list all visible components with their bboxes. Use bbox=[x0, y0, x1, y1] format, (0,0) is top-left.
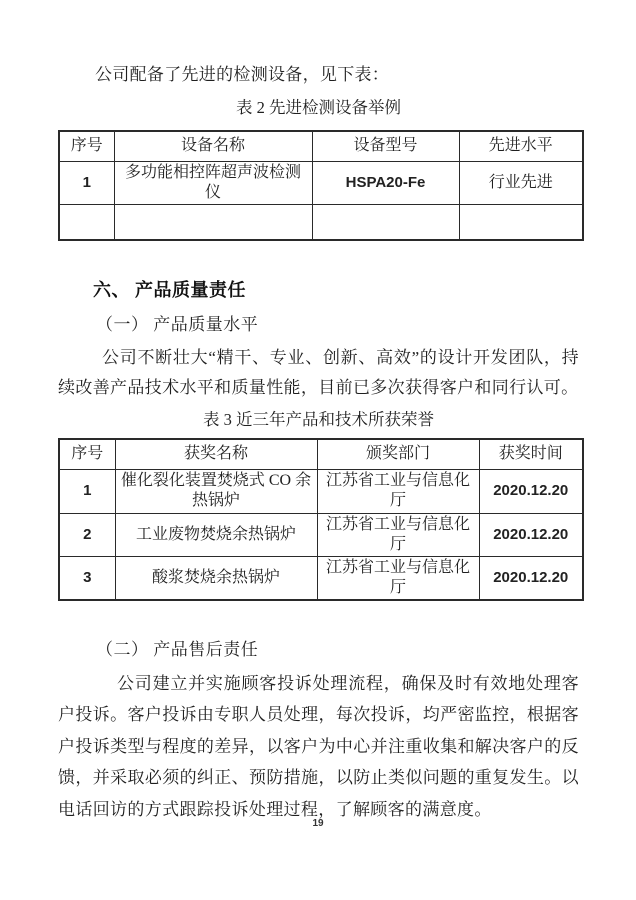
cell-equipment-name: 多功能相控阵超声波检测仪 bbox=[114, 161, 312, 204]
section-heading: 六、 产品质量责任 bbox=[93, 280, 246, 300]
cell-award-name: 工业废物焚烧余热锅炉 bbox=[115, 513, 317, 556]
col-header-equipment-model: 设备型号 bbox=[312, 131, 459, 161]
col-header-index: 序号 bbox=[59, 439, 115, 469]
awards-table-header-row bbox=[59, 439, 583, 469]
col-header-advancement-level: 先进水平 bbox=[459, 131, 583, 161]
cell-advancement-level: 行业先进 bbox=[459, 161, 583, 204]
table-row bbox=[59, 469, 583, 513]
cell-equipment-name bbox=[114, 204, 312, 240]
cell-award-date: 2020.12.20 bbox=[479, 513, 583, 556]
cell-advancement-level bbox=[459, 204, 583, 240]
awards-table-title: 表 3 近三年产品和技术所获荣誉 bbox=[203, 410, 434, 429]
cell-index: 2 bbox=[59, 513, 115, 556]
quality-level-paragraph: 公司不断壮大“精干、专业、创新、高效”的设计开发团队，持续改善产品技术水平和质量性能，目前已多次获得客户和同行认可。 bbox=[58, 348, 579, 397]
equipment-table-title: 表 2 先进检测设备举例 bbox=[236, 98, 401, 117]
cell-awarding-department: 江苏省工业与信息化厅 bbox=[317, 469, 479, 513]
col-header-index: 序号 bbox=[59, 131, 114, 161]
col-header-award-date: 获奖时间 bbox=[479, 439, 583, 469]
cell-equipment-model bbox=[312, 204, 459, 240]
intro-paragraph: 公司配备了先进的检测设备，见下表： bbox=[95, 65, 390, 84]
table-row bbox=[59, 513, 583, 556]
after-sales-paragraph: 公司建立并实施顾客投诉处理流程，确保及时有效地处理客户投诉。客户投诉由专职人员处理，每次投诉，均严密监控，根据客户投诉类型与程度的差异，以客户为中心并注重收集和解决客户的反馈，并采取必须的纠正、预防措施，以防止类似问题的重复发生。以电话回访的方式跟踪投诉处理过程，了解顾客的满意度。 bbox=[58, 673, 579, 819]
subsection-after-sales: （二） 产品售后责任 bbox=[96, 639, 259, 659]
subsection-quality-level: （一） 产品质量水平 bbox=[96, 315, 259, 334]
col-header-equipment-name: 设备名称 bbox=[114, 131, 312, 161]
cell-equipment-model: HSPA20-Fe bbox=[312, 161, 459, 204]
equipment-table-header-row bbox=[59, 131, 583, 161]
cell-index: 3 bbox=[59, 556, 115, 600]
col-header-award-name: 获奖名称 bbox=[115, 439, 317, 469]
cell-award-date: 2020.12.20 bbox=[479, 556, 583, 600]
cell-index: 1 bbox=[59, 469, 115, 513]
cell-awarding-department: 江苏省工业与信息化厅 bbox=[317, 556, 479, 600]
table-row bbox=[59, 161, 583, 204]
equipment-table bbox=[58, 130, 584, 241]
awards-table bbox=[58, 438, 584, 601]
cell-award-name: 催化裂化装置焚烧式 CO 余热锅炉 bbox=[115, 469, 317, 513]
table-row-empty bbox=[59, 204, 583, 240]
page-number: 19 bbox=[312, 818, 324, 829]
cell-index: 1 bbox=[59, 161, 114, 204]
col-header-awarding-department: 颁奖部门 bbox=[317, 439, 479, 469]
cell-award-name: 酸浆焚烧余热锅炉 bbox=[115, 556, 317, 600]
cell-awarding-department: 江苏省工业与信息化厅 bbox=[317, 513, 479, 556]
table-row bbox=[59, 556, 583, 600]
cell-award-date: 2020.12.20 bbox=[479, 469, 583, 513]
cell-index bbox=[59, 204, 114, 240]
